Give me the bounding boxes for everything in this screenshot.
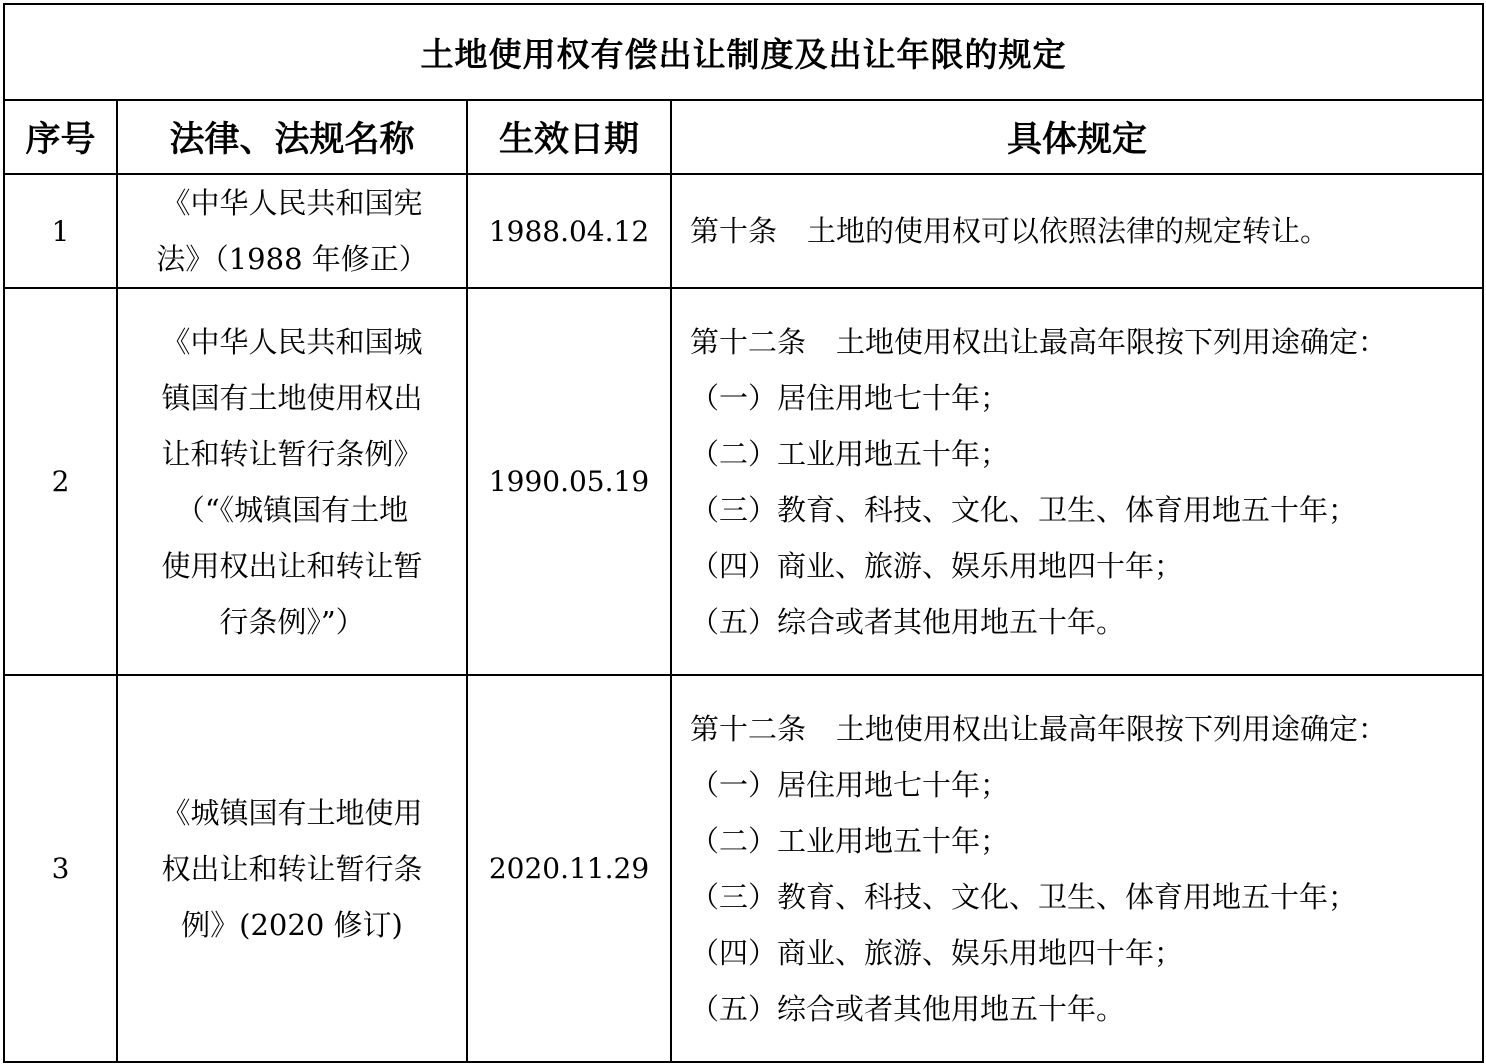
table-row xyxy=(4,675,1483,1062)
law-name-line: 行条例》”） xyxy=(219,604,365,639)
article-number: 第十二条 xyxy=(690,324,807,359)
article-text: 土地使用权出让最高年限按下列用途确定： xyxy=(836,324,1388,359)
law-name-line: （“《城镇国有土地 xyxy=(175,492,409,527)
table-title: 土地使用权有偿出让制度及出让年限的规定 xyxy=(4,4,1483,100)
row-rule xyxy=(671,288,1483,675)
rule-item: （三）教育、科技、文化、卫生、体育用地五十年； xyxy=(690,879,1358,914)
law-name-line: 《中华人民共和国宪 xyxy=(161,186,423,220)
row-seq: 3 xyxy=(4,675,117,1062)
rule-item: （二）工业用地五十年； xyxy=(690,823,1010,858)
row-rule xyxy=(671,675,1483,1062)
title-row xyxy=(4,4,1483,100)
article-line xyxy=(690,203,1476,259)
row-seq: 1 xyxy=(4,174,117,288)
header-law: 法律、法规名称 xyxy=(117,100,467,174)
article-text: 土地使用权出让最高年限按下列用途确定： xyxy=(836,711,1388,746)
article-number: 第十二条 xyxy=(690,711,807,746)
rule-item: （一）居住用地七十年； xyxy=(690,380,1010,415)
header-seq: 序号 xyxy=(4,100,117,174)
header-date: 生效日期 xyxy=(467,100,671,174)
rule-item: （四）商业、旅游、娱乐用地四十年； xyxy=(690,935,1184,970)
article-line xyxy=(690,314,1476,370)
row-effective-date: 2020.11.29 xyxy=(467,675,671,1062)
article-text: 土地的使用权可以依照法律的规定转让。 xyxy=(807,214,1330,248)
law-name-line: 使用权出让和转让暂 xyxy=(161,548,423,583)
header-rule: 具体规定 xyxy=(671,100,1483,174)
rule-item: （五）综合或者其他用地五十年。 xyxy=(690,604,1126,639)
law-name-line: 法》（1988 年修正） xyxy=(156,242,428,276)
row-seq: 2 xyxy=(4,288,117,675)
rule-item: （一）居住用地七十年； xyxy=(690,767,1010,802)
row-law-name xyxy=(117,288,467,675)
law-name-line: 让和转让暂行条例》 xyxy=(161,436,423,471)
row-effective-date: 1990.05.19 xyxy=(467,288,671,675)
table-row xyxy=(4,174,1483,288)
table-row xyxy=(4,288,1483,675)
header-row xyxy=(4,100,1483,174)
row-law-name xyxy=(117,174,467,288)
rule-item: （二）工业用地五十年； xyxy=(690,436,1010,471)
rule-item: （三）教育、科技、文化、卫生、体育用地五十年； xyxy=(690,492,1358,527)
rule-item: （四）商业、旅游、娱乐用地四十年； xyxy=(690,548,1184,583)
law-name-line: 权出让和转让暂行条 xyxy=(161,851,423,886)
row-rule xyxy=(671,174,1483,288)
rule-item: （五）综合或者其他用地五十年。 xyxy=(690,991,1126,1026)
article-number: 第十条 xyxy=(690,214,778,248)
law-name-line: 例》(2020 修订) xyxy=(181,907,403,942)
law-name-line: 《中华人民共和国城 xyxy=(161,324,423,359)
regulation-table xyxy=(3,3,1484,1063)
article-line xyxy=(690,701,1476,757)
law-name-line: 《城镇国有土地使用 xyxy=(161,795,423,830)
row-law-name xyxy=(117,675,467,1062)
law-name-line: 镇国有土地使用权出 xyxy=(161,380,423,415)
row-effective-date: 1988.04.12 xyxy=(467,174,671,288)
